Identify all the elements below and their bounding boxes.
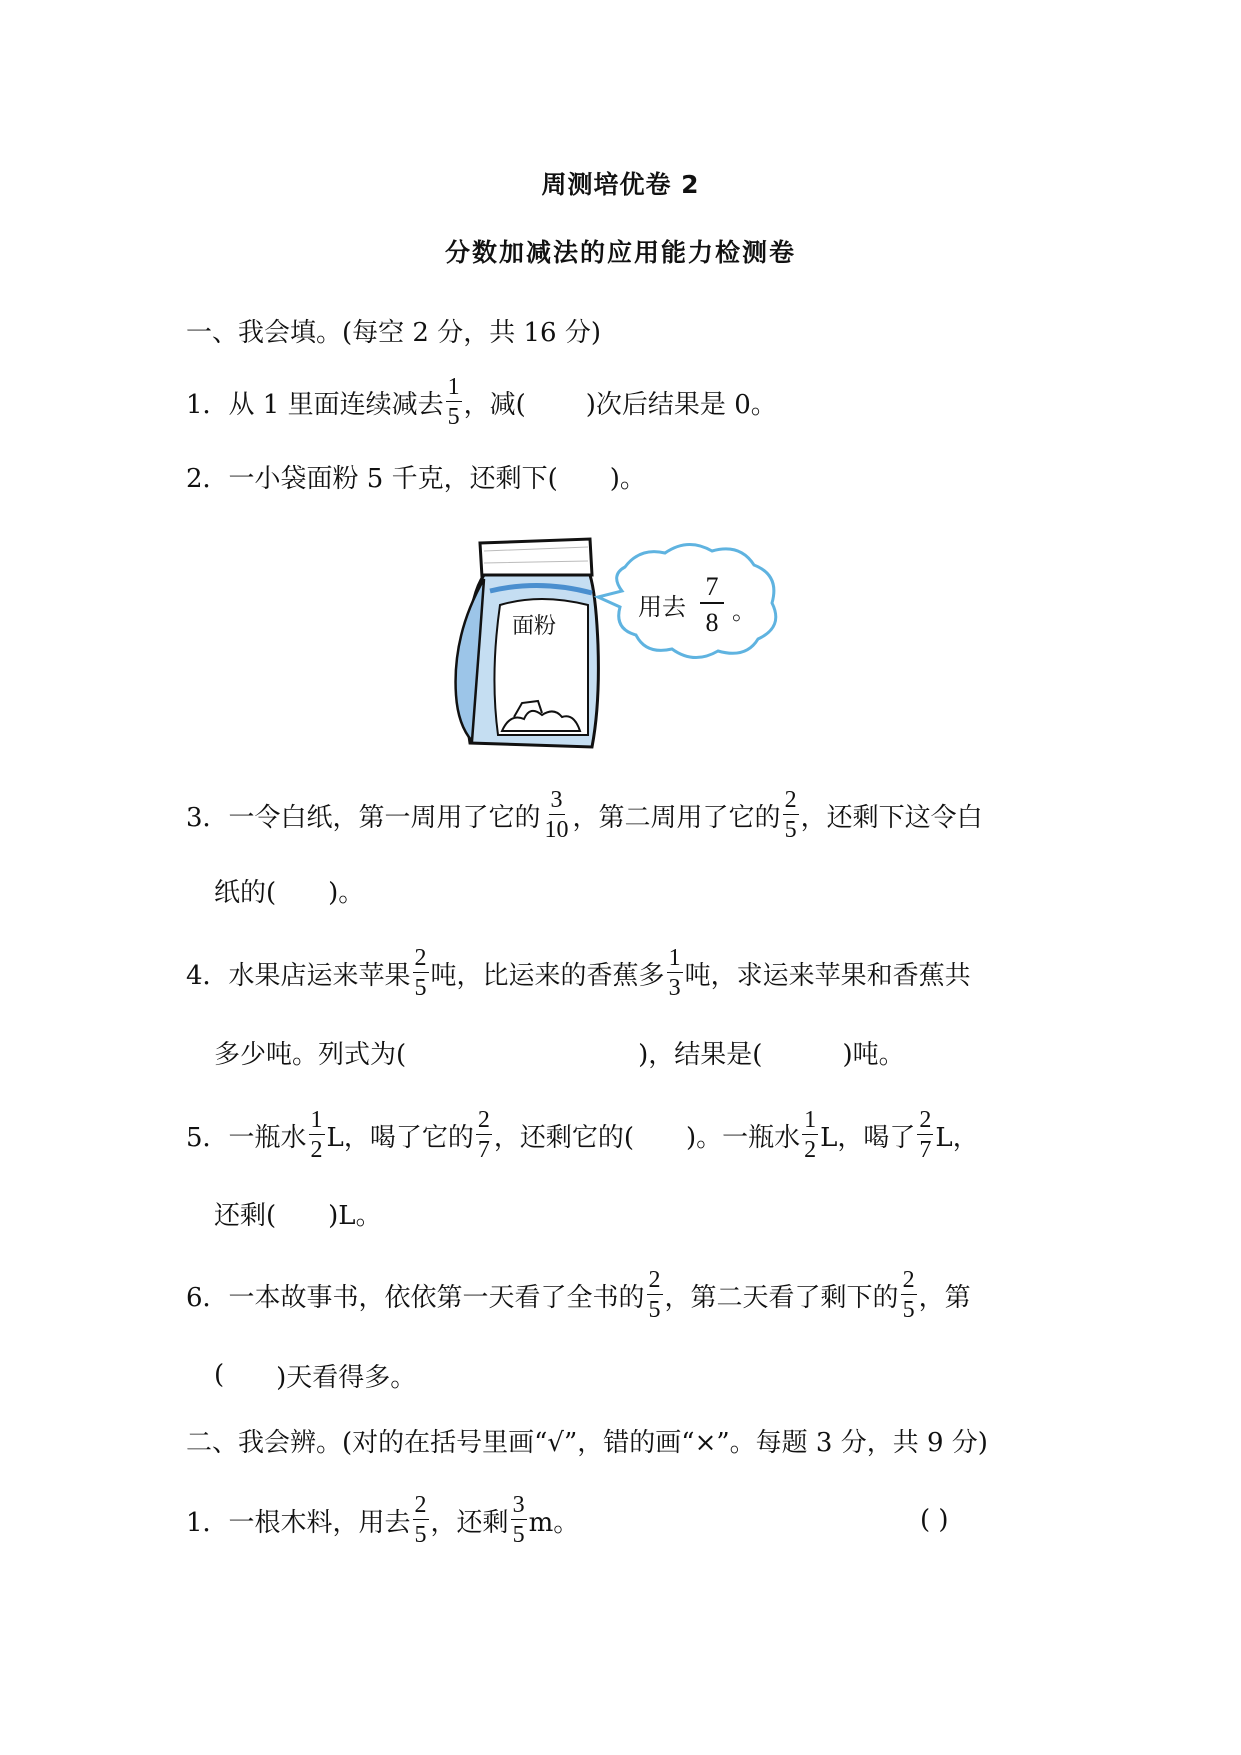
- fraction: $\frac{1}{3}$: [668, 945, 681, 1001]
- page-title: 周测培优卷 2: [541, 170, 700, 199]
- fraction: $\frac{2}{5}$: [414, 945, 427, 1001]
- fraction: $\frac{2}{5}$: [784, 787, 797, 843]
- fraction: $\frac{2}{5}$: [648, 1267, 661, 1323]
- question-1-5-cont: 还剩( )L。: [214, 1200, 382, 1231]
- question-1-5: 5．一瓶水 $\frac{1}{2}$ L，喝了它的 $\frac{2}{7}$ ，还剩它的( )。一瓶水 $\frac{1}{2}$ L，喝了 $\frac{2}{7}$ L，: [186, 1107, 979, 1163]
- fraction: $\frac{1}{5}$: [447, 374, 460, 430]
- question-1-3-cont: 纸的( )。: [214, 877, 365, 908]
- section2-heading: 二、我会辨。(对的在括号里画“√”，错的画“×”。每题 3 分，共 9 分): [186, 1427, 988, 1458]
- question-2-1: 1．一根木料，用去 $\frac{2}{5}$ ，还剩 $\frac{3}{5}$ m。: [186, 1492, 580, 1548]
- bag-label-text: 面粉: [512, 614, 557, 639]
- section1-heading: 一、我会填。(每空 2 分，共 16 分): [186, 317, 601, 348]
- fraction: $\frac{1}{2}$: [804, 1107, 817, 1163]
- question-1-6: 6．一本故事书，依依第一天看了全书的 $\frac{2}{5}$ ，第二天看了剩下的 $\frac{2}{5}$ ，第: [186, 1267, 971, 1323]
- question-1-2: 2．一小袋面粉 5 千克，还剩下( )。: [186, 463, 646, 494]
- question-1-4-cont: 多少吨。列式为( )，结果是( )吨。: [214, 1039, 905, 1070]
- fraction: $\frac{2}{7}$: [477, 1107, 490, 1163]
- bubble-end: 。: [732, 597, 756, 625]
- question-1-3: 3．一令白纸，第一周用了它的 $\frac{3}{10}$ ，第二周用了它的 $\frac{2}{5}$ ，还剩下这令白: [186, 787, 983, 843]
- fraction: $\frac{2}{5}$: [902, 1267, 915, 1323]
- question-1-6-cont: ( )天看得多。: [214, 1360, 417, 1393]
- question-1-1: 1．从 1 里面连续减去 $\frac{1}{5}$ ，减( )次后结果是 0。: [186, 374, 777, 430]
- page-subtitle: 分数加减法的应用能力检测卷: [444, 238, 796, 267]
- judge-parentheses[interactable]: ( ): [920, 1505, 949, 1535]
- fraction: $\frac{3}{5}$: [512, 1492, 525, 1548]
- bubble-denominator: 8: [705, 608, 719, 637]
- fraction: $\frac{3}{10}$: [544, 787, 569, 843]
- bag-top: [480, 539, 592, 577]
- bubble-text: 用去: [638, 593, 686, 621]
- fraction: $\frac{1}{2}$: [310, 1107, 323, 1163]
- bubble-numerator: 7: [705, 572, 719, 601]
- fraction: $\frac{2}{5}$: [414, 1492, 427, 1548]
- fraction: $\frac{2}{7}$: [919, 1107, 932, 1163]
- flour-bag-illustration: [450, 535, 790, 765]
- question-1-4: 4．水果店运来苹果 $\frac{2}{5}$ 吨，比运来的香蕉多 $\frac{1}{3}$ 吨，求运来苹果和香蕉共: [186, 945, 971, 1001]
